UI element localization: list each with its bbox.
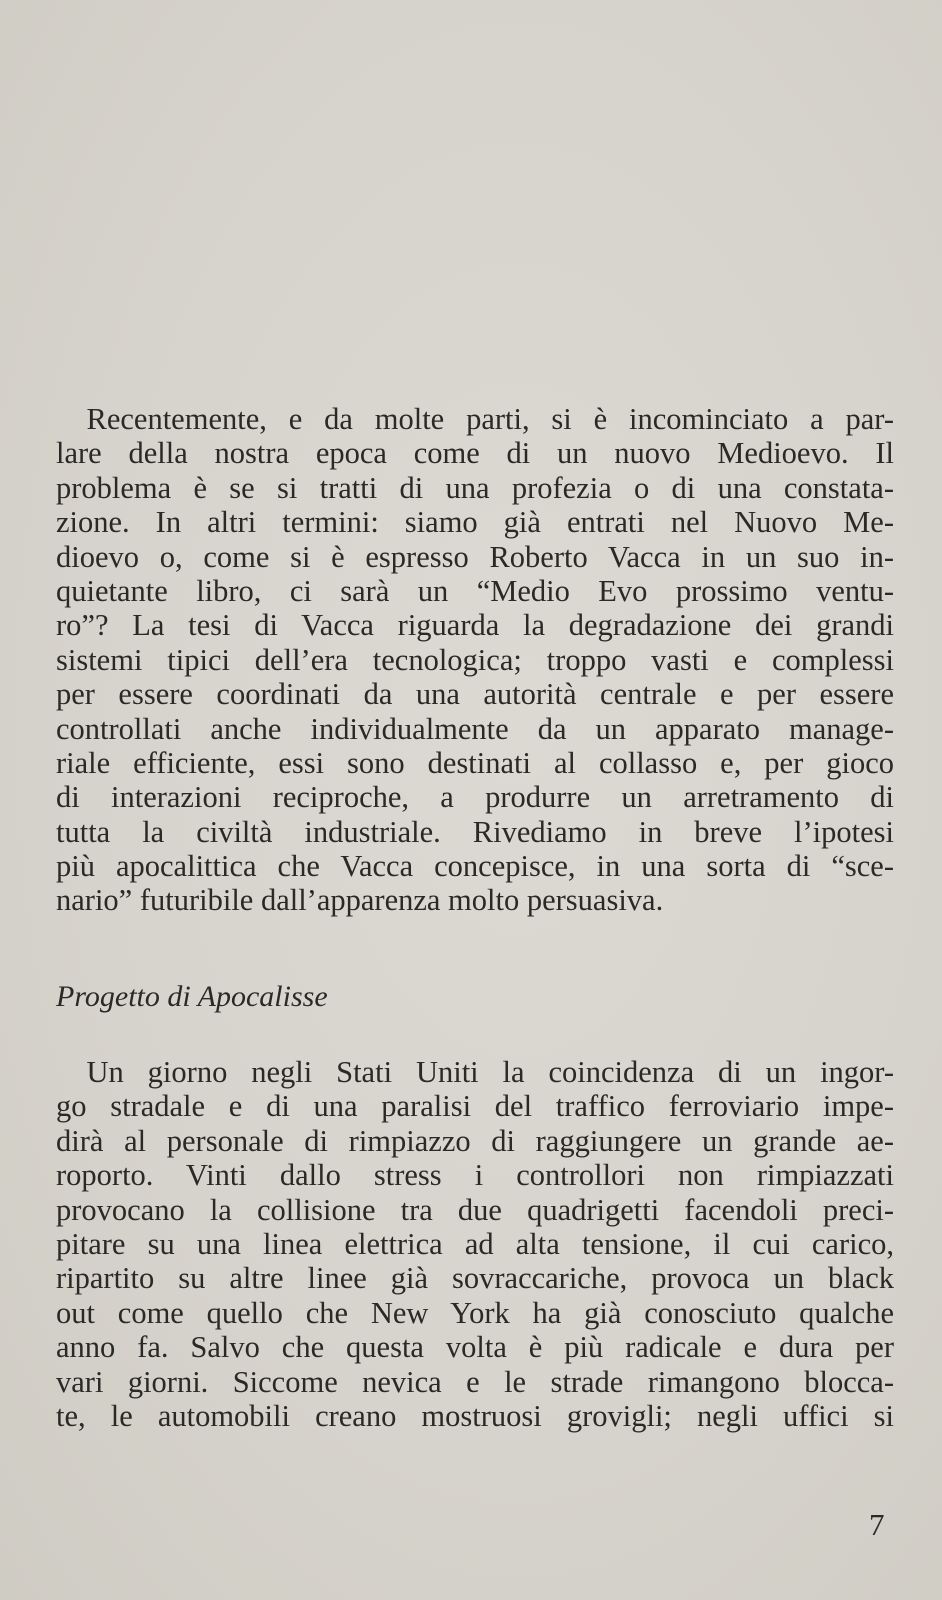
text-line: lare della nostra epoca come di un nuovo Medioevo. Il xyxy=(56,436,894,471)
text-line: ro”? La tesi di Vacca riguarda la degradazione dei grandi xyxy=(56,608,894,643)
text-line: controllati anche individualmente da un apparato manage- xyxy=(56,711,894,746)
text-line: provocano la collisione tra due quadrigetti facendoli preci- xyxy=(56,1192,894,1227)
text-line: roporto. Vinti dallo stress i controllori non rimpiazzati xyxy=(56,1158,894,1193)
text-line: di interazioni reciproche, a produrre un arretramento di xyxy=(56,780,894,815)
text-line: quietante libro, ci sarà un “Medio Evo prossimo ventu- xyxy=(56,573,894,608)
text-line: vari giorni. Siccome nevica e le strade rimangono blocca- xyxy=(56,1364,894,1399)
text-line: te, le automobili creano mostruosi grovigli; negli uffici si xyxy=(56,1398,894,1433)
paragraph-intro xyxy=(56,402,894,918)
section-heading: Progetto di Apocalisse xyxy=(56,980,328,1013)
text-line: tutta la civiltà industriale. Rivediamo in breve l’ipotesi xyxy=(56,814,894,849)
paragraph-apocalypse xyxy=(56,1055,894,1433)
text-line: go stradale e di una paralisi del traffico ferroviario impe- xyxy=(56,1089,894,1124)
page-number: 7 xyxy=(869,1507,885,1542)
text-line: dirà al personale di rimpiazzo di raggiungere un grande ae- xyxy=(56,1123,894,1158)
text-line: più apocalittica che Vacca concepisce, in una sorta di “sce- xyxy=(56,849,894,884)
text-line: anno fa. Salvo che questa volta è più radicale e dura per xyxy=(56,1330,894,1365)
text-line: zione. In altri termini: siamo già entrati nel Nuovo Me- xyxy=(56,505,894,540)
text-line: out come quello che New York ha già conosciuto qualche xyxy=(56,1295,894,1330)
text-line: per essere coordinati da una autorità centrale e per essere xyxy=(56,677,894,712)
text-line: dioevo o, come si è espresso Roberto Vacca in un suo in- xyxy=(56,539,894,574)
text-line: problema è se si tratti di una profezia o di una constata- xyxy=(56,470,894,505)
text-line: sistemi tipici dell’era tecnologica; troppo vasti e complessi xyxy=(56,642,894,677)
text-line: Un giorno negli Stati Uniti la coincidenza di un ingor- xyxy=(56,1055,894,1089)
text-line: riale efficiente, essi sono destinati al collasso e, per gioco xyxy=(56,745,894,780)
text-line: pitare su una linea elettrica ad alta tensione, il cui carico, xyxy=(56,1226,894,1261)
text-line: Recentemente, e da molte parti, si è incominciato a par- xyxy=(56,402,894,436)
text-line: ripartito su altre linee già sovraccariche, provoca un black xyxy=(56,1261,894,1296)
text-line: nario” futuribile dall’apparenza molto persuasiva. xyxy=(56,883,664,918)
